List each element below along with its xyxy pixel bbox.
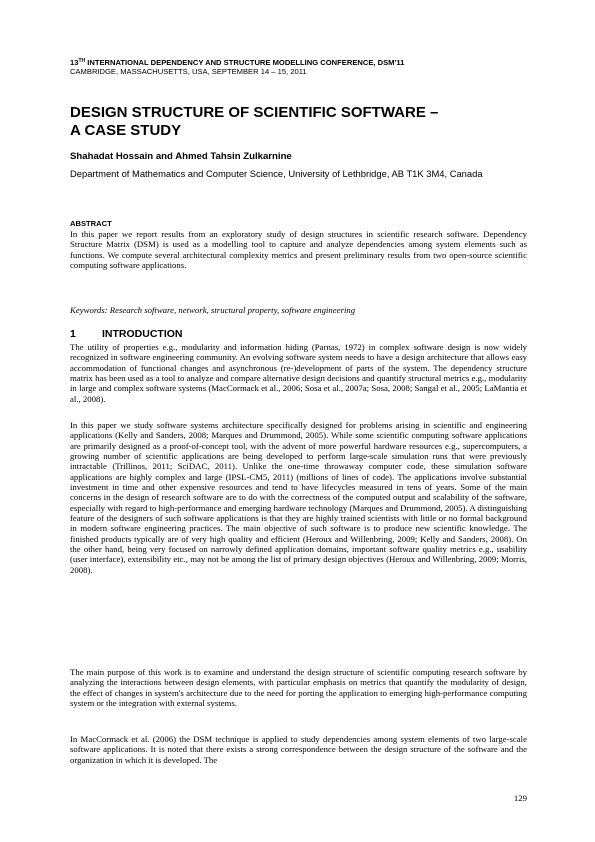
conference-edition: 13 <box>70 58 79 67</box>
conference-header-line1 <box>70 58 540 67</box>
body-paragraph: The main purpose of this work is to examine and understand the design structure of scientific computing research software by analyzing the interactions between design elements, with particular emphasis on metrics that quantify the modularity of design, the effect of changes in system's architecture due to the need for porting the application to emerging high-performance computing system or the integration with external systems. <box>70 667 527 709</box>
paper-title <box>70 104 540 140</box>
body-paragraph: In this paper we study software systems architecture specifically designed for problems arising in scientific and engineering applications (Kelly and Sanders, 2008; Marques and Drummond, 2005). While some scientific computing software applications are primarily designed as a proof-of-concept tool, with the advent of more powerful hardware resources e.g., supercomputers, a growing number of scientific applications are being developed to perform large-scale simulation runs that were previously intractable (Trillinos, 2011; SciDAC, 2011). Unlike the one-time throwaway computer code, these simulation software applications are highly complex and large (IPSL-CM5, 2011) (millions of lines of code). The applications involve substantial investment in time and other expensive resources and tend to have lifecycles measured in tens of years. Some of the main concerns in the design of research software are to do with the correctness of the computed output and scalability of the software, especially with regard to high-performance and emerging hardware technology (Marques and Drummond, 2005). A distinguishing feature of the designers of such software applications is that they are highly trained scientists with little or no formal background in modern software engineering practices. The main objective of such software is to produce new scientific knowledge. The finished products typically are of very high quality and efficient (Heroux and Willenbring, 2009; Kelly and Sanders, 2008). On the other hand, being very focused on narrowly defined application domains, important software quality metrics e.g., usability (user interface), extensibility etc., may not be among the list of primary design objectives (Heroux and Willenbring, 2009; Morris, 2008). <box>70 420 527 575</box>
body-paragraph: The utility of properties e.g., modularity and information hiding (Parnas, 1972) in complex software design is now widely recognized in software engineering community. An evolving software system needs to have a design architecture that allows easy accommodation of functional changes and asynchronous (re-)development of parts of the system. The dependency structure matrix has been used as a tool to analyze and compare alternative design decisions and quantify structural metrics e.g., modularity in large and complex software systems (MacCormack et al., 2006; Sosa et al., 2007a; Sosa, 2008; Sangal et al., 2005; LaMantia et al., 2008). <box>70 342 527 404</box>
authors: Shahadat Hossain and Ahmed Tahsin Zulkarnine <box>70 151 292 162</box>
abstract-heading: ABSTRACT <box>70 219 112 228</box>
body-paragraph: In MacCormack et al. (2006) the DSM technique is applied to study dependencies among system elements of two large-scale software applications. It is noted that there exists a strong correspondence between the design structure of the software and the organization in which it is developed. The <box>70 734 527 765</box>
section-title: INTRODUCTION <box>102 328 183 340</box>
abstract-text: In this paper we report results from an exploratory study of design structures in scientific research software. Dependency Structure Matrix (DSM) is used as a modelling tool to capture and analyze dependencies among system elements such as functions. We compute several architectural complexity metrics and present preliminary results from two open-source scientific computing software applications. <box>70 229 527 271</box>
conference-edition-suffix: TH <box>78 58 86 64</box>
section-heading <box>70 328 527 341</box>
page-number: 129 <box>513 793 527 803</box>
keywords: Keywords: Research software, network, structural property, software engineering <box>70 305 356 315</box>
conference-name: INTERNATIONAL DEPENDENCY AND STRUCTURE MODELLING CONFERENCE, DSM'11 <box>85 58 405 67</box>
conference-header-line2: CAMBRIDGE, MASSACHUSETTS, USA, SEPTEMBER 14 – 15, 2011 <box>70 67 307 76</box>
paper-title-line1: DESIGN STRUCTURE OF SCIENTIFIC SOFTWARE – <box>70 104 439 121</box>
section-number: 1 <box>70 328 76 340</box>
affiliation: Department of Mathematics and Computer Science, University of Lethbridge, AB T1K 3M4, Canada <box>70 168 483 179</box>
paper-title-line2: A CASE STUDY <box>70 122 182 139</box>
